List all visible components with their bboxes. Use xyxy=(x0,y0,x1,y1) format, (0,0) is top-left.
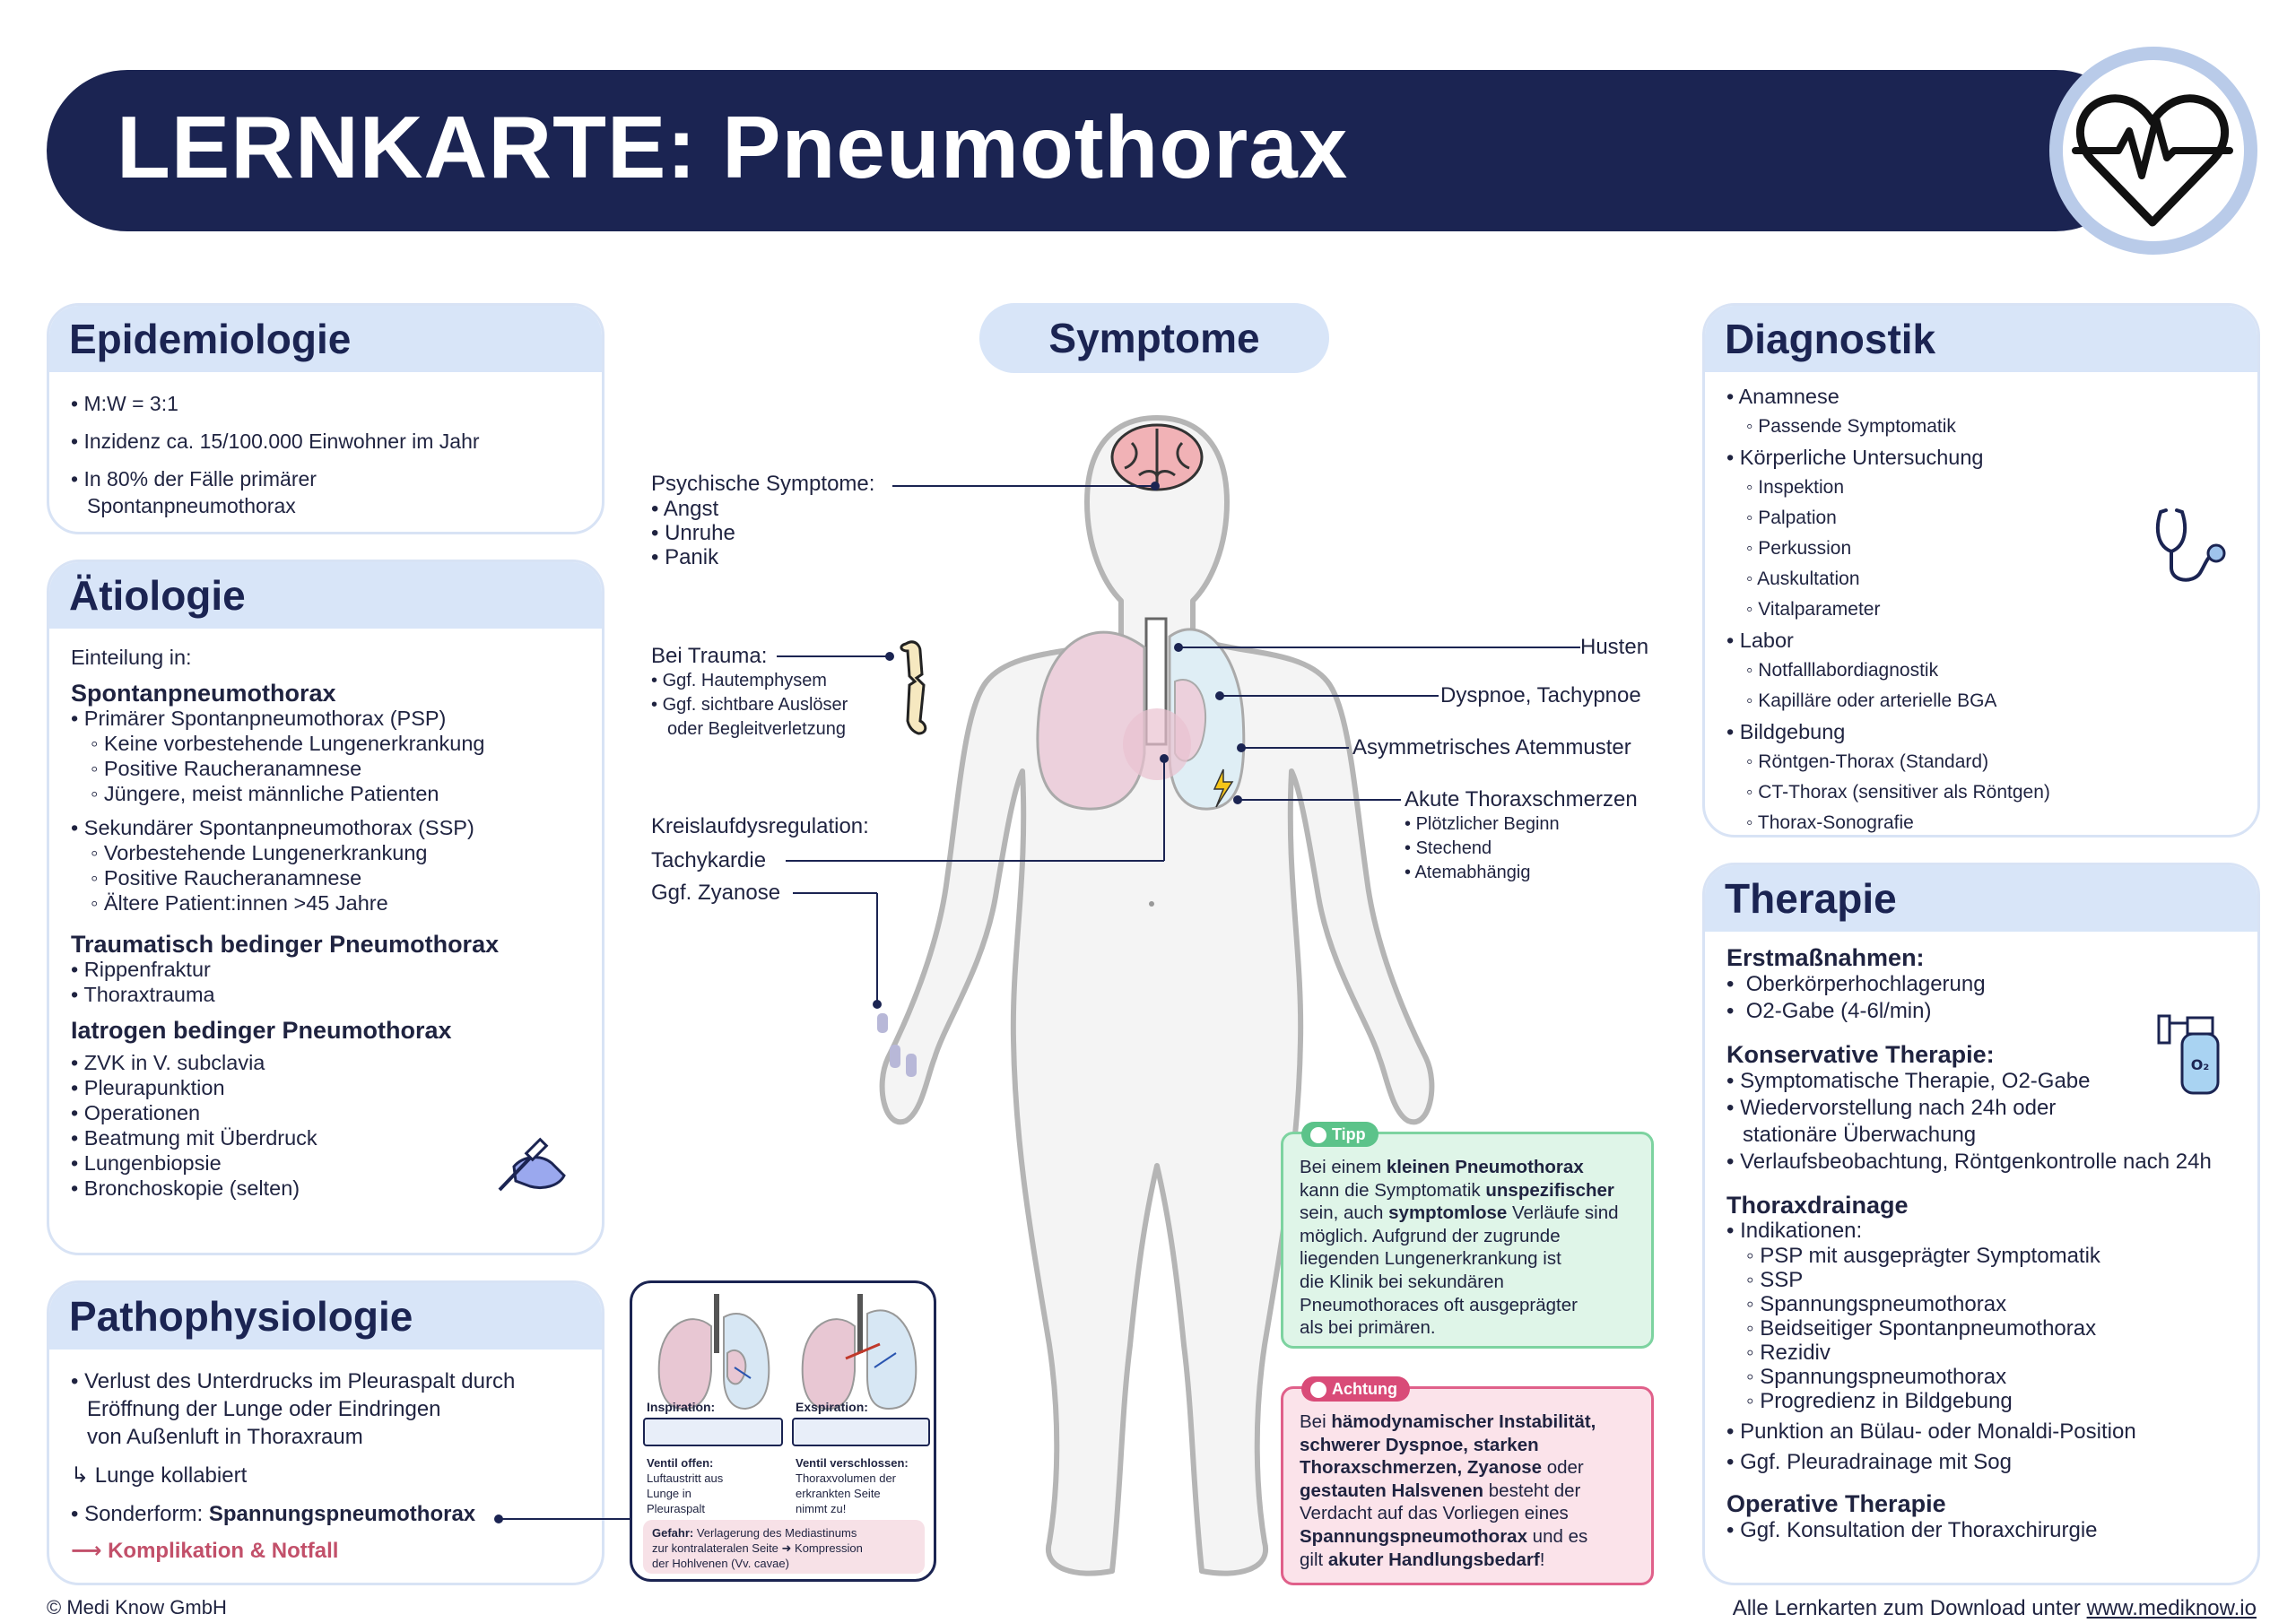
list-item: ◦ Auskultation xyxy=(1746,568,1860,589)
dyspnoe-label: Dyspnoe, Tachypnoe xyxy=(1440,683,1641,707)
stethoscope-icon xyxy=(2153,507,2229,587)
list-item: • Beatmung mit Überdruck xyxy=(71,1126,317,1150)
erst-heading: Erstmaßnahmen: xyxy=(1726,944,1925,971)
list-item: ◦ Notfalllabordiagnostik xyxy=(1746,660,1939,681)
insp-valve xyxy=(643,1418,783,1446)
list-item: ◦ Vorbestehende Lungenerkrankung xyxy=(91,841,428,864)
list-item: • Ggf. Pleuradrainage mit Sog xyxy=(1726,1450,2012,1474)
result-item: ↳ Lunge kollabiert xyxy=(71,1463,248,1488)
list-item: • Punktion an Bülau- oder Monaldi-Position xyxy=(1726,1419,2136,1444)
list-item: ◦ Rezidiv xyxy=(1746,1341,1831,1365)
list-item: stationäre Überwachung xyxy=(1743,1123,1977,1147)
list-item: ◦ Thorax-Sonografie xyxy=(1746,812,1914,833)
aetiologie-intro: Einteilung in: xyxy=(71,646,192,669)
list-item: • Stechend xyxy=(1405,838,1492,858)
list-item: • O2-Gabe (4-6l/min) xyxy=(1726,999,1932,1023)
ventil-zu-text: Ventil verschlossen: Thoraxvolumen der erkrankten Seite nimmt zu! xyxy=(796,1456,909,1515)
exsp-label: Exspiration: xyxy=(796,1400,868,1414)
list-item: • Primärer Spontanpneumothorax (PSP) xyxy=(71,707,447,730)
list-item: • Verlaufsbeobachtung, Röntgenkontrolle nach 24h xyxy=(1726,1150,2212,1174)
page-title: LERNKARTE: Pneumothorax xyxy=(117,98,1349,196)
sonderform-item: • Sonderform: Spannungspneumothorax xyxy=(71,1502,476,1526)
epidemiologie-card xyxy=(47,303,604,534)
list-item: • Verlust des Unterdrucks im Pleuraspalt durch xyxy=(71,1369,516,1393)
list-item: Eröffnung der Lunge oder Eindringen xyxy=(87,1397,441,1421)
list-item: • Ggf. sichtbare Auslöser xyxy=(651,695,848,715)
list-item: • In 80% der Fälle primärer xyxy=(71,467,317,490)
list-item: ◦ Röntgen-Thorax (Standard) xyxy=(1746,751,1989,772)
list-item: • Wiedervorstellung nach 24h oder xyxy=(1726,1096,2057,1120)
list-item: • Ggf. Hautemphysem xyxy=(651,671,827,690)
list-item: ◦ Inspektion xyxy=(1746,477,1845,498)
drain-heading: Thoraxdrainage xyxy=(1726,1192,1909,1219)
list-item: ◦ Spannungspneumothorax xyxy=(1746,1365,2007,1389)
download-note: Alle Lernkarten zum Download unter www.mediknow.io xyxy=(1732,1596,2257,1620)
list-item: • Anamnese xyxy=(1726,385,1839,408)
list-item: ◦ Passende Symptomatik xyxy=(1746,416,1956,437)
list-item: ◦ Jüngere, meist männliche Patienten xyxy=(91,782,439,805)
list-item: • ZVK in V. subclavia xyxy=(71,1051,265,1074)
list-item: oder Begleitverletzung xyxy=(667,719,847,739)
op-heading: Operative Therapie xyxy=(1726,1490,1946,1517)
therapie-heading: Therapie xyxy=(1705,865,2257,932)
list-item: • Angst xyxy=(651,497,719,521)
brain-icon xyxy=(1112,425,1202,490)
insp-label: Inspiration: xyxy=(647,1400,716,1414)
list-item: • Pleurapunktion xyxy=(71,1076,225,1099)
achtung-tag: ! Achtung xyxy=(1301,1376,1410,1402)
list-item: ◦ SSP xyxy=(1746,1268,1804,1292)
list-item: • Indikationen: xyxy=(1726,1219,1863,1243)
list-item: • Inzidenz ca. 15/100.000 Einwohner im Jahr xyxy=(71,430,480,453)
trauma-heading: Traumatisch bedinger Pneumothorax xyxy=(71,931,500,958)
husten-label: Husten xyxy=(1580,635,1649,659)
list-item: Spontanpneumothorax xyxy=(87,494,296,517)
atemmuster-label: Asymmetrisches Atemmuster xyxy=(1352,735,1631,759)
list-item: ◦ PSP mit ausgeprägter Symptomatik xyxy=(1746,1244,2100,1268)
svg-text:O₂: O₂ xyxy=(2190,1056,2210,1073)
list-item: • Atemabhängig xyxy=(1405,863,1531,882)
list-item: von Außenluft in Thoraxraum xyxy=(87,1425,363,1449)
heartbeat-icon xyxy=(2072,88,2233,231)
diagnostik-card xyxy=(1702,303,2260,838)
list-item: • Sekundärer Spontanpneumothorax (SSP) xyxy=(71,816,474,839)
list-item: ◦ Progredienz in Bildgebung xyxy=(1746,1389,2013,1413)
copyright: © Medi Know GmbH xyxy=(47,1596,227,1619)
iatrogen-heading: Iatrogen bedinger Pneumothorax xyxy=(71,1017,452,1044)
list-item: ◦ Positive Raucheranamnese xyxy=(91,757,362,780)
therapie-card xyxy=(1702,863,2260,1585)
list-item: • Ggf. Konsultation der Thoraxchirurgie xyxy=(1726,1518,2098,1542)
list-item: ◦ Palpation xyxy=(1746,508,1837,528)
zyanose-label: Ggf. Zyanose xyxy=(651,881,781,905)
list-item: • Bildgebung xyxy=(1726,720,1846,743)
psych-head: Psychische Symptome: xyxy=(651,472,875,496)
spontan-heading: Spontanpneumothorax xyxy=(71,680,336,707)
list-item: ◦ Ältere Patient:innen >45 Jahre xyxy=(91,891,388,915)
list-item: ◦ CT-Thorax (sensitiver als Röntgen) xyxy=(1746,782,2050,803)
komplikation-link: ⟶ Komplikation & Notfall xyxy=(71,1539,339,1563)
list-item: ◦ Kapilläre oder arterielle BGA xyxy=(1746,690,1997,711)
kreislauf-label: Kreislaufdysregulation: xyxy=(651,814,869,838)
list-item: • Oberkörperhochlagerung xyxy=(1726,972,1986,996)
list-item: ◦ Perkussion xyxy=(1746,538,1852,559)
syringe-hand-icon xyxy=(496,1136,568,1193)
list-item: • Bronchoskopie (selten) xyxy=(71,1176,300,1200)
list-item: • Symptomatische Therapie, O2-Gabe xyxy=(1726,1069,2091,1093)
aetiologie-heading: Ätiologie xyxy=(49,562,602,629)
list-item: ◦ Beidseitiger Spontanpneumothorax xyxy=(1746,1316,2097,1341)
list-item: • Thoraxtrauma xyxy=(71,983,215,1006)
achtung-box: ! Achtung Bei hämodynamischer Instabilität, schwerer Dyspnoe, starken Thoraxschmerzen, Zyanose oder gestauten Halsvenen besteht der Verdacht auf das Vorliegen eines Spannungspneumothorax und es gilt akuter Handlungsbedarf! xyxy=(1281,1386,1654,1585)
tipp-tag: i Tipp xyxy=(1301,1122,1378,1147)
list-item: • M:W = 3:1 xyxy=(71,392,178,415)
ventil-offen-text: Ventil offen: Luftaustritt aus Lunge in Pleuraspalt xyxy=(647,1456,724,1515)
kons-heading: Konservative Therapie: xyxy=(1726,1041,1995,1068)
list-item: • Panik xyxy=(651,545,719,569)
list-item: • Lungenbiopsie xyxy=(71,1151,222,1175)
list-item: • Operationen xyxy=(71,1101,201,1124)
oxygen-tank-icon xyxy=(2155,1007,2227,1097)
pathophysiologie-card xyxy=(47,1280,604,1585)
list-item: • Plötzlicher Beginn xyxy=(1405,814,1560,834)
thoraxschmerz-label: Akute Thoraxschmerzen xyxy=(1405,787,1638,812)
tachykardie-label: Tachykardie xyxy=(651,848,767,872)
list-item: ◦ Positive Raucheranamnese xyxy=(91,866,362,890)
connector-line xyxy=(484,1510,637,1528)
list-item: ◦ Keine vorbestehende Lungenerkrankung xyxy=(91,732,485,755)
diagnostik-heading: Diagnostik xyxy=(1705,306,2257,372)
trauma-head: Bei Trauma: xyxy=(651,644,768,668)
download-link[interactable]: www.mediknow.io xyxy=(2086,1596,2257,1620)
aetiologie-card xyxy=(47,560,604,1255)
list-item: • Rippenfraktur xyxy=(71,958,211,981)
symptome-heading: Symptome xyxy=(979,303,1329,373)
epidemiologie-heading: Epidemiologie xyxy=(49,306,602,372)
list-item: ◦ Spannungspneumothorax xyxy=(1746,1292,2007,1316)
bone-icon xyxy=(897,638,942,737)
list-item: • Unruhe xyxy=(651,521,735,545)
list-item: • Körperliche Untersuchung xyxy=(1726,446,1984,469)
tipp-box: i Tipp Bei einem kleinen Pneumothorax kann die Symptomatik unspezifischer sein, auch symptomlose Verläufe sind möglich. Aufgrund der zugrunde liegenden Lungenerkrankung ist die Klinik bei sekundären Pneumothoraces oft ausgeprägter als bei primären. xyxy=(1281,1132,1654,1349)
pathophysiologie-heading: Pathophysiologie xyxy=(49,1283,602,1350)
list-item: • Labor xyxy=(1726,629,1794,652)
gefahr-box: Gefahr: Verlagerung des Mediastinums zur kontralateralen Seite ➜ Kompression der Hohlvenen (Vv. cavae) xyxy=(643,1520,925,1574)
list-item: ◦ Vitalparameter xyxy=(1746,599,1881,620)
